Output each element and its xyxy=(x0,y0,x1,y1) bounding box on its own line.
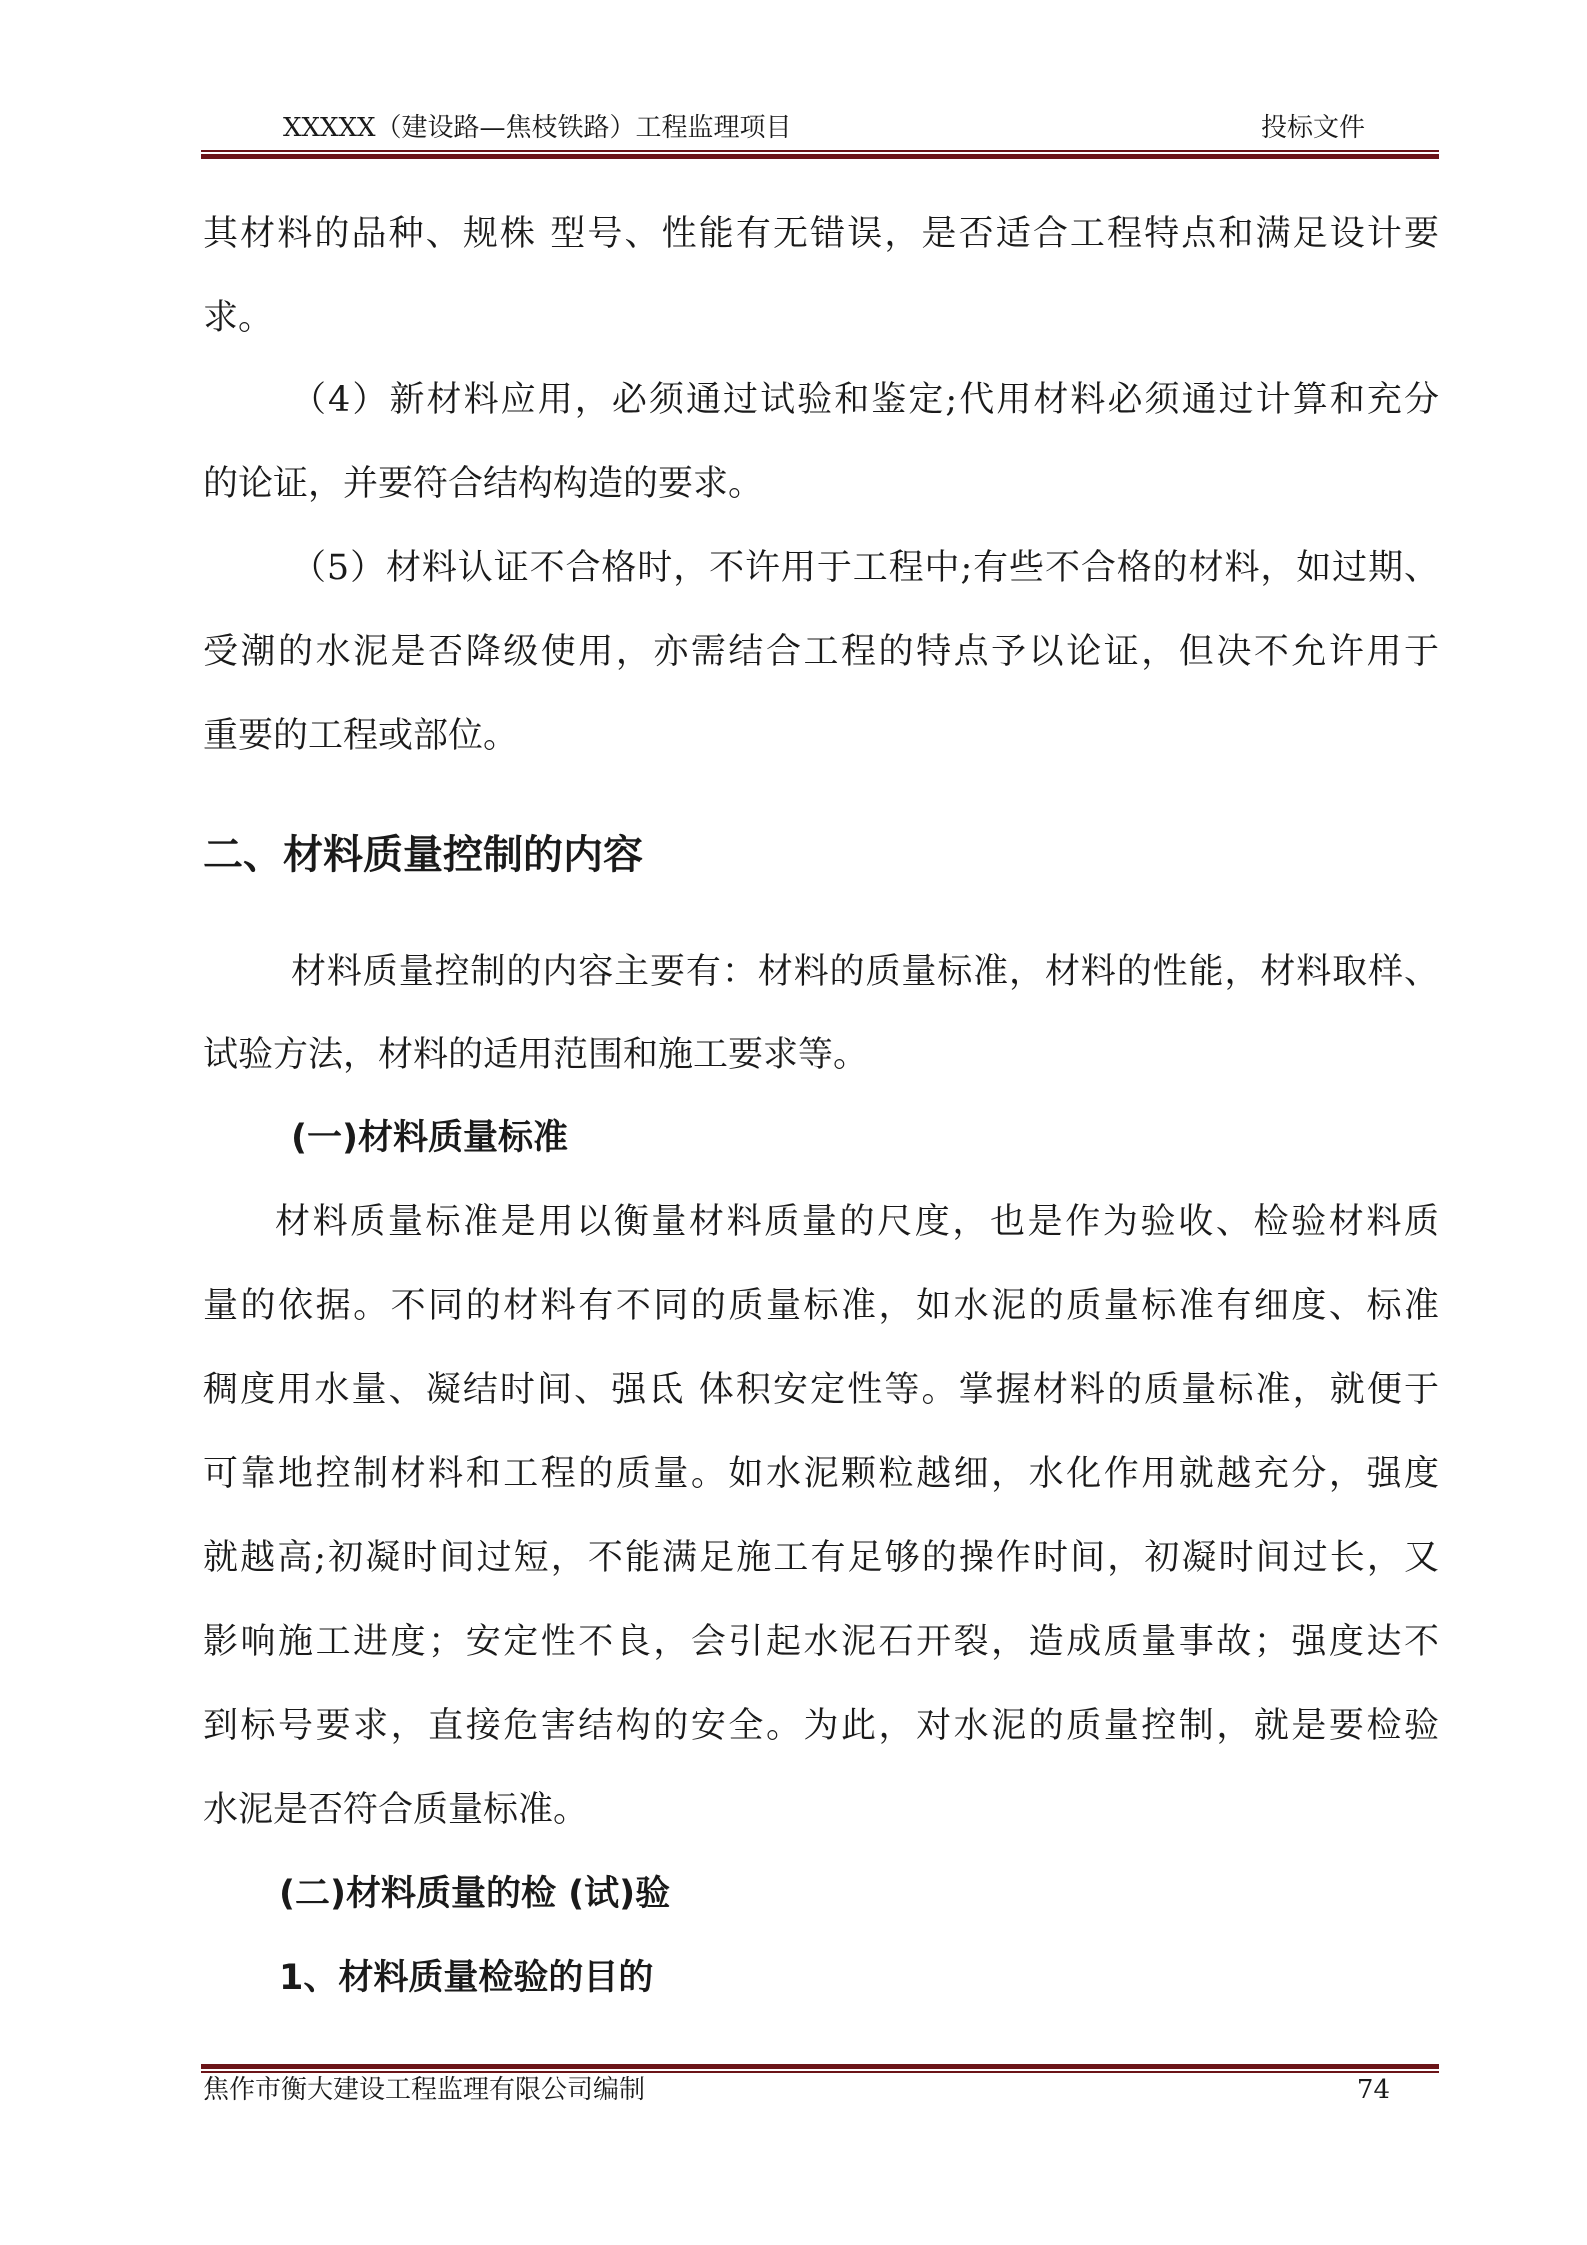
paragraph-line: 其材料的品种、规株 型号、性能有无错误，是否适合工程特点和满足设计要 xyxy=(203,214,1439,254)
paragraph-line: 量的依据。不同的材料有不同的质量标准，如水泥的质量标准有细度、标准 xyxy=(203,1286,1439,1326)
header-rule-thin xyxy=(201,150,1439,152)
paragraph-line: 可靠地控制材料和工程的质量。如水泥颗粒越细，水化作用就越充分，强度 xyxy=(203,1454,1439,1494)
paragraph-line: 就越高;初凝时间过短，不能满足施工有足够的操作时间，初凝时间过长，又 xyxy=(203,1538,1439,1578)
paragraph-line: 到标号要求，直接危害结构的安全。为此，对水泥的质量控制，就是要检验 xyxy=(203,1706,1439,1746)
paragraph-line: （5）材料认证不合格时，不许用于工程中;有些不合格的材料，如过期、 xyxy=(291,548,1439,588)
subheading-inspection-purpose: 1、材料质量检验的目的 xyxy=(279,1958,654,1998)
paragraph-line: 的论证，并要符合结构构造的要求。 xyxy=(203,464,764,504)
subheading-quality-standard: (一)材料质量标准 xyxy=(291,1118,568,1158)
footer-company: 焦作市衡大建设工程监理有限公司编制 xyxy=(203,2075,646,2105)
page-number: 74 xyxy=(1356,2075,1390,2105)
paragraph-line: 材料质量控制的内容主要有：材料的质量标准，材料的性能，材料取样、 xyxy=(291,952,1439,992)
paragraph-line: 试验方法，材料的适用范围和施工要求等。 xyxy=(203,1035,869,1075)
paragraph-line: 水泥是否符合质量标准。 xyxy=(203,1790,589,1830)
header-doc-type: 投标文件 xyxy=(1260,113,1365,143)
paragraph-line: 重要的工程或部位。 xyxy=(203,716,519,756)
footer-rule-thick xyxy=(201,2064,1439,2069)
subheading-quality-inspection: (二)材料质量的检 (试)验 xyxy=(279,1874,671,1914)
paragraph-line: 受潮的水泥是否降级使用，亦需结合工程的特点予以论证，但决不允许用于 xyxy=(203,632,1439,672)
header-rule-thick xyxy=(201,154,1439,159)
header-project-title: XXXXX（建设路—焦枝铁路）工程监理项目 xyxy=(283,113,792,143)
paragraph-line: 影响施工进度；安定性不良，会引起水泥石开裂，造成质量事故；强度达不 xyxy=(203,1622,1439,1662)
paragraph-line: 材料质量标准是用以衡量材料质量的尺度，也是作为验收、检验材料质 xyxy=(275,1202,1439,1242)
paragraph-line: 求。 xyxy=(203,298,274,338)
paragraph-line: （4）新材料应用，必须通过试验和鉴定;代用材料必须通过计算和充分 xyxy=(291,380,1439,420)
footer-rule-thin xyxy=(201,2071,1439,2073)
paragraph-line: 稠度用水量、凝结时间、强氐 体积安定性等。掌握材料的质量标准，就便于 xyxy=(203,1370,1439,1410)
section-heading: 二、材料质量控制的内容 xyxy=(203,832,643,878)
